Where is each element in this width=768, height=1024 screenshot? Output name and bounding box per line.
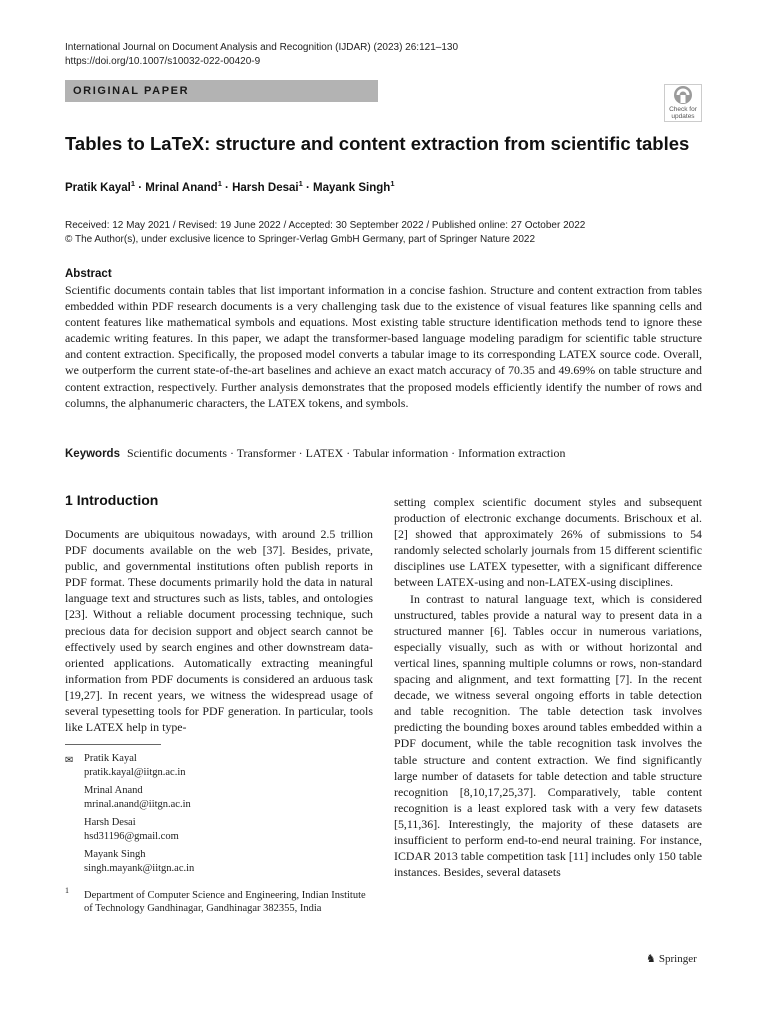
intro-paragraph: Documents are ubiquitous nowadays, with around 2.5 trillion PDF documents available on the web [37]. Besides, private, public, and governmental institutions often publish reports in PDF format. These documents primarily hold the data in natural language text and structures such as lists, tables, and ontologies [23]. Without a reliable document processing technique, such precious data for decision support and object search cannot be effectively used by search engines and other downstream data-oriented applications. Automatically extracting meaningful information from PDF documents is considered an arduous task [19,27]. In recent years, we witness the widespread usage of several typesetting tools for PDF generation. In particular, tools like LATEX help in type- bbox=[65, 527, 373, 735]
publisher-logo: ♞ Springer bbox=[646, 952, 697, 965]
contact-entry: Pratik Kayal pratik.kayal@iitgn.ac.in bbox=[84, 753, 186, 778]
keywords-label: Keywords bbox=[65, 448, 120, 460]
envelope-icon: ✉ bbox=[65, 755, 74, 766]
left-column bbox=[65, 526, 373, 735]
author-list: Pratik Kayal$^1$ · Mrinal Anand$^1$ · Harsh Desai$^1$ · Mayank Singh$^1$ bbox=[65, 179, 395, 194]
copyright-notice: © The Author(s), under exclusive licence to Springer-Verlag GmbH Germany, part of Springer Nature 2022 bbox=[65, 234, 535, 245]
email-link[interactable]: hsd31196@gmail.com bbox=[84, 831, 179, 842]
check-for-updates-label: Check for updates bbox=[669, 106, 697, 120]
keywords-list: Scientific documents · Transformer · LATEX · Tabular information · Information extraction bbox=[126, 446, 566, 460]
intro-paragraph: setting complex scientific document styles and subsequent production of electronic exchange documents. Brischoux et al. [2] showed that approximately 26% of submissions to 54 randomly selected scholarly journals from 15 different scientific disciplines use LATEX typesetter, with a significant difference between LATEX-using and non-LATEX-using disciplines. bbox=[394, 495, 702, 590]
affiliation-text: Department of Computer Science and Engineering, Indian Institute of Technology Gandhinagar, Gandhinagar 382355, India bbox=[84, 890, 366, 914]
paper-title: Tables to LaTeX: structure and content extraction from scientific tables bbox=[65, 133, 690, 154]
journal-citation: International Journal on Document Analysis and Recognition (IJDAR) (2023) 26:121–130 bbox=[65, 42, 459, 53]
email-link[interactable]: mrinal.anand@iitgn.ac.in bbox=[84, 799, 191, 810]
doi-link[interactable]: https://doi.org/10.1007/s10032-022-00420-9 bbox=[65, 56, 261, 67]
right-column bbox=[394, 494, 702, 880]
publication-history bbox=[65, 219, 585, 247]
author-name[interactable]: Mayank Singh bbox=[312, 181, 391, 194]
abstract-text: Scientific documents contain tables that list important information in a concise fashion. Structure and content extraction from tables embedded within PDF research documents is a very challenging task due to the existence of visual features like spanning cells and content features like mathematical symbols and equations. Most existing table structure identification methods tend to ignore these academic writing features. In this paper, we adapt the transformer-based language modeling paradigm for scientific table structure and content extraction. Specifically, the proposed model converts a tabular image to its corresponding LATEX source code. Overall, we outperform the current state-of-the-art baselines and achieve an exact match accuracy of 70.35 and 49.69% on table structure and content extraction, respectively. Further analysis demonstrates that the proposed models efficiently identify the number of rows and columns, the alphanumeric characters, the LATEX tokens, and symbols. bbox=[65, 283, 702, 410]
affiliation-number: 1 bbox=[65, 886, 69, 895]
intro-paragraph: In contrast to natural language text, which is considered unstructured, tables provide a natural way to present data in a structured manner [6]. Tables occur in numerous variations, especially visually, such as with or without horizontal and vertical lines, spanning multiple columns or rows, non-standard spacing and alignment, and text formatting [7]. In the recent decade, we witness several ongoing efforts in table detection and table recognition. The table detection task involves predicting the bounding boxes around tables embedded within a PDF document, while the table recognition task involves the table structure and content extraction. We find significantly large number of datasets for table detection and table structure recognition [8,10,17,25,37]. Comparatively, table content recognition is a least explored task with a very few datasets [5,11,36]. Interestingly, the majority of these datasets are insufficient to perform end-to-end neural training. For instance, ICDAR 2013 table competition task [11] includes only 150 table instances. Besides, several datasets bbox=[394, 591, 702, 880]
keywords bbox=[65, 446, 565, 461]
email-link[interactable]: pratik.kayal@iitgn.ac.in bbox=[84, 767, 186, 778]
author-name[interactable]: Pratik Kayal bbox=[65, 181, 131, 194]
section-heading: 1 Introduction bbox=[65, 492, 159, 508]
springer-horse-icon: ♞ bbox=[646, 952, 656, 965]
footnote-divider bbox=[65, 744, 161, 745]
contact-entry: Harsh Desai hsd31196@gmail.com bbox=[84, 817, 179, 842]
received-dates: Received: 12 May 2021 / Revised: 19 June 2022 / Accepted: 30 September 2022 / Published online: 27 October 2022 bbox=[65, 220, 586, 231]
contact-entry: Mayank Singh singh.mayank@iitgn.ac.in bbox=[84, 849, 195, 874]
abstract-heading: Abstract bbox=[65, 268, 112, 280]
email-link[interactable]: singh.mayank@iitgn.ac.in bbox=[84, 863, 195, 874]
author-name[interactable]: Harsh Desai bbox=[232, 181, 299, 194]
author-name[interactable]: Mrinal Anand bbox=[145, 181, 218, 194]
article-type-banner: ORIGINAL PAPER bbox=[65, 80, 378, 102]
contact-entry: Mrinal Anand mrinal.anand@iitgn.ac.in bbox=[84, 785, 191, 810]
